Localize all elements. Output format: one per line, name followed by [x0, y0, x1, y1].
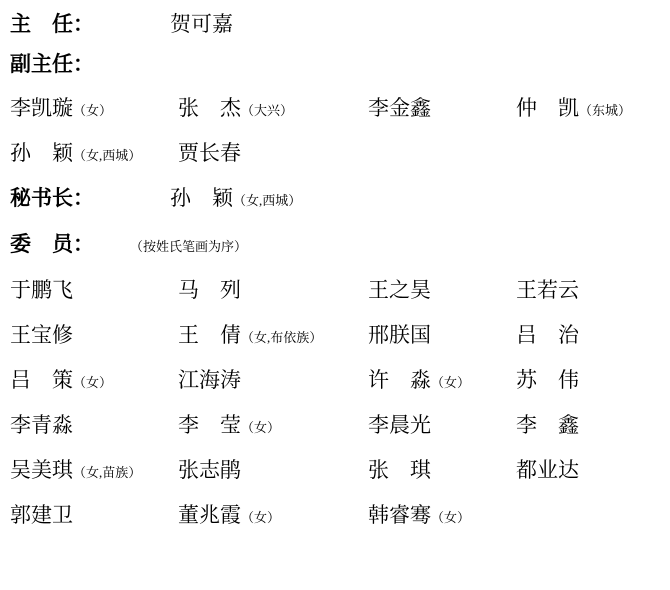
person-name: 王 倩 [178, 323, 241, 347]
member-cell-4-1 [10, 409, 178, 439]
person-name: 于鹏飞 [10, 278, 73, 302]
person-name: 许 淼 [368, 368, 431, 392]
member-cell-3-1 [10, 364, 178, 394]
person-name: 李青淼 [10, 413, 73, 437]
member-cell-4-4 [516, 409, 666, 439]
deputy-cell-1-4 [516, 92, 666, 122]
member-cell-4-2 [178, 409, 368, 439]
members-row-6 [0, 499, 670, 544]
member-cell-6-3 [368, 499, 516, 529]
person-note: （女） [431, 375, 471, 390]
member-cell-2-2 [178, 319, 368, 349]
member-cell-6-1 [10, 499, 178, 529]
person-name: 李 莹 [178, 413, 241, 437]
member-cell-5-1 [10, 454, 178, 484]
person-name: 李金鑫 [368, 96, 431, 120]
member-cell-5-2 [178, 454, 368, 484]
deputy-label: 副主任： [10, 52, 94, 76]
secretary-row [0, 182, 670, 228]
person-name: 张 琪 [368, 458, 431, 482]
person-name: 郭建卫 [10, 503, 73, 527]
person-note: （女） [73, 103, 113, 118]
secretary-label: 秘书长： [10, 186, 94, 210]
person-name: 吕 策 [10, 368, 73, 392]
deputy-cell-2-2 [178, 137, 368, 167]
deputy-cell-2-1 [10, 137, 178, 167]
person-name: 李凯璇 [10, 96, 73, 120]
member-cell-5-4 [516, 454, 666, 484]
member-cell-5-3 [368, 454, 516, 484]
secretary-name: 孙 颖 [170, 186, 233, 210]
deputy-cell-1-2 [178, 92, 368, 122]
members-label: 委 员： [10, 232, 94, 256]
person-name: 董兆霞 [178, 503, 241, 527]
person-name: 江海涛 [178, 368, 241, 392]
person-name: 张 杰 [178, 96, 241, 120]
member-cell-1-2 [178, 274, 368, 304]
deputy-row-2 [0, 137, 670, 182]
member-cell-2-3 [368, 319, 516, 349]
person-note: （女） [431, 510, 471, 525]
person-note: （女,布依族） [241, 330, 323, 345]
person-note: （女） [73, 375, 113, 390]
person-name: 苏 伟 [516, 368, 579, 392]
person-name: 韩睿骞 [368, 503, 431, 527]
person-note: （女） [241, 510, 281, 525]
deputy-row-1 [0, 92, 670, 137]
members-order-note: （按姓氏笔画为序） [130, 239, 248, 254]
person-name: 马 列 [178, 278, 241, 302]
member-cell-2-1 [10, 319, 178, 349]
director-label: 主 任： [10, 12, 94, 36]
person-name: 王之昊 [368, 278, 431, 302]
person-name: 李晨光 [368, 413, 431, 437]
member-cell-2-4 [516, 319, 666, 349]
members-row-3 [0, 364, 670, 409]
members-title-row [0, 228, 670, 274]
members-row-2 [0, 319, 670, 364]
secretary-note: （女,西城） [233, 193, 302, 208]
person-name: 李 鑫 [516, 413, 579, 437]
member-cell-1-4 [516, 274, 666, 304]
member-cell-1-3 [368, 274, 516, 304]
member-cell-3-3 [368, 364, 516, 394]
member-cell-3-4 [516, 364, 666, 394]
person-name: 都业达 [516, 458, 579, 482]
members-row-4 [0, 409, 670, 454]
person-name: 贾长春 [178, 141, 241, 165]
person-name: 吴美琪 [10, 458, 73, 482]
member-cell-6-2 [178, 499, 368, 529]
person-name: 邢朕国 [368, 323, 431, 347]
person-name: 王若云 [516, 278, 579, 302]
deputy-cell-1-3 [368, 92, 516, 122]
person-note: （女,苗族） [73, 465, 142, 480]
member-cell-1-1 [10, 274, 178, 304]
member-cell-4-3 [368, 409, 516, 439]
deputy-title-row [0, 48, 670, 92]
person-name: 吕 治 [516, 323, 579, 347]
person-note: （女） [241, 420, 281, 435]
person-name: 王宝修 [10, 323, 73, 347]
person-name: 张志鹃 [178, 458, 241, 482]
deputy-cell-1-1 [10, 92, 178, 122]
person-name: 孙 颖 [10, 141, 73, 165]
person-note: （大兴） [241, 103, 294, 118]
director-row [0, 0, 670, 48]
director-name: 贺可嘉 [170, 12, 233, 36]
person-note: （女,西城） [73, 148, 142, 163]
member-cell-3-2 [178, 364, 368, 394]
members-row-5 [0, 454, 670, 499]
person-name: 仲 凯 [516, 96, 579, 120]
person-note: （东城） [579, 103, 632, 118]
members-row-1 [0, 274, 670, 319]
